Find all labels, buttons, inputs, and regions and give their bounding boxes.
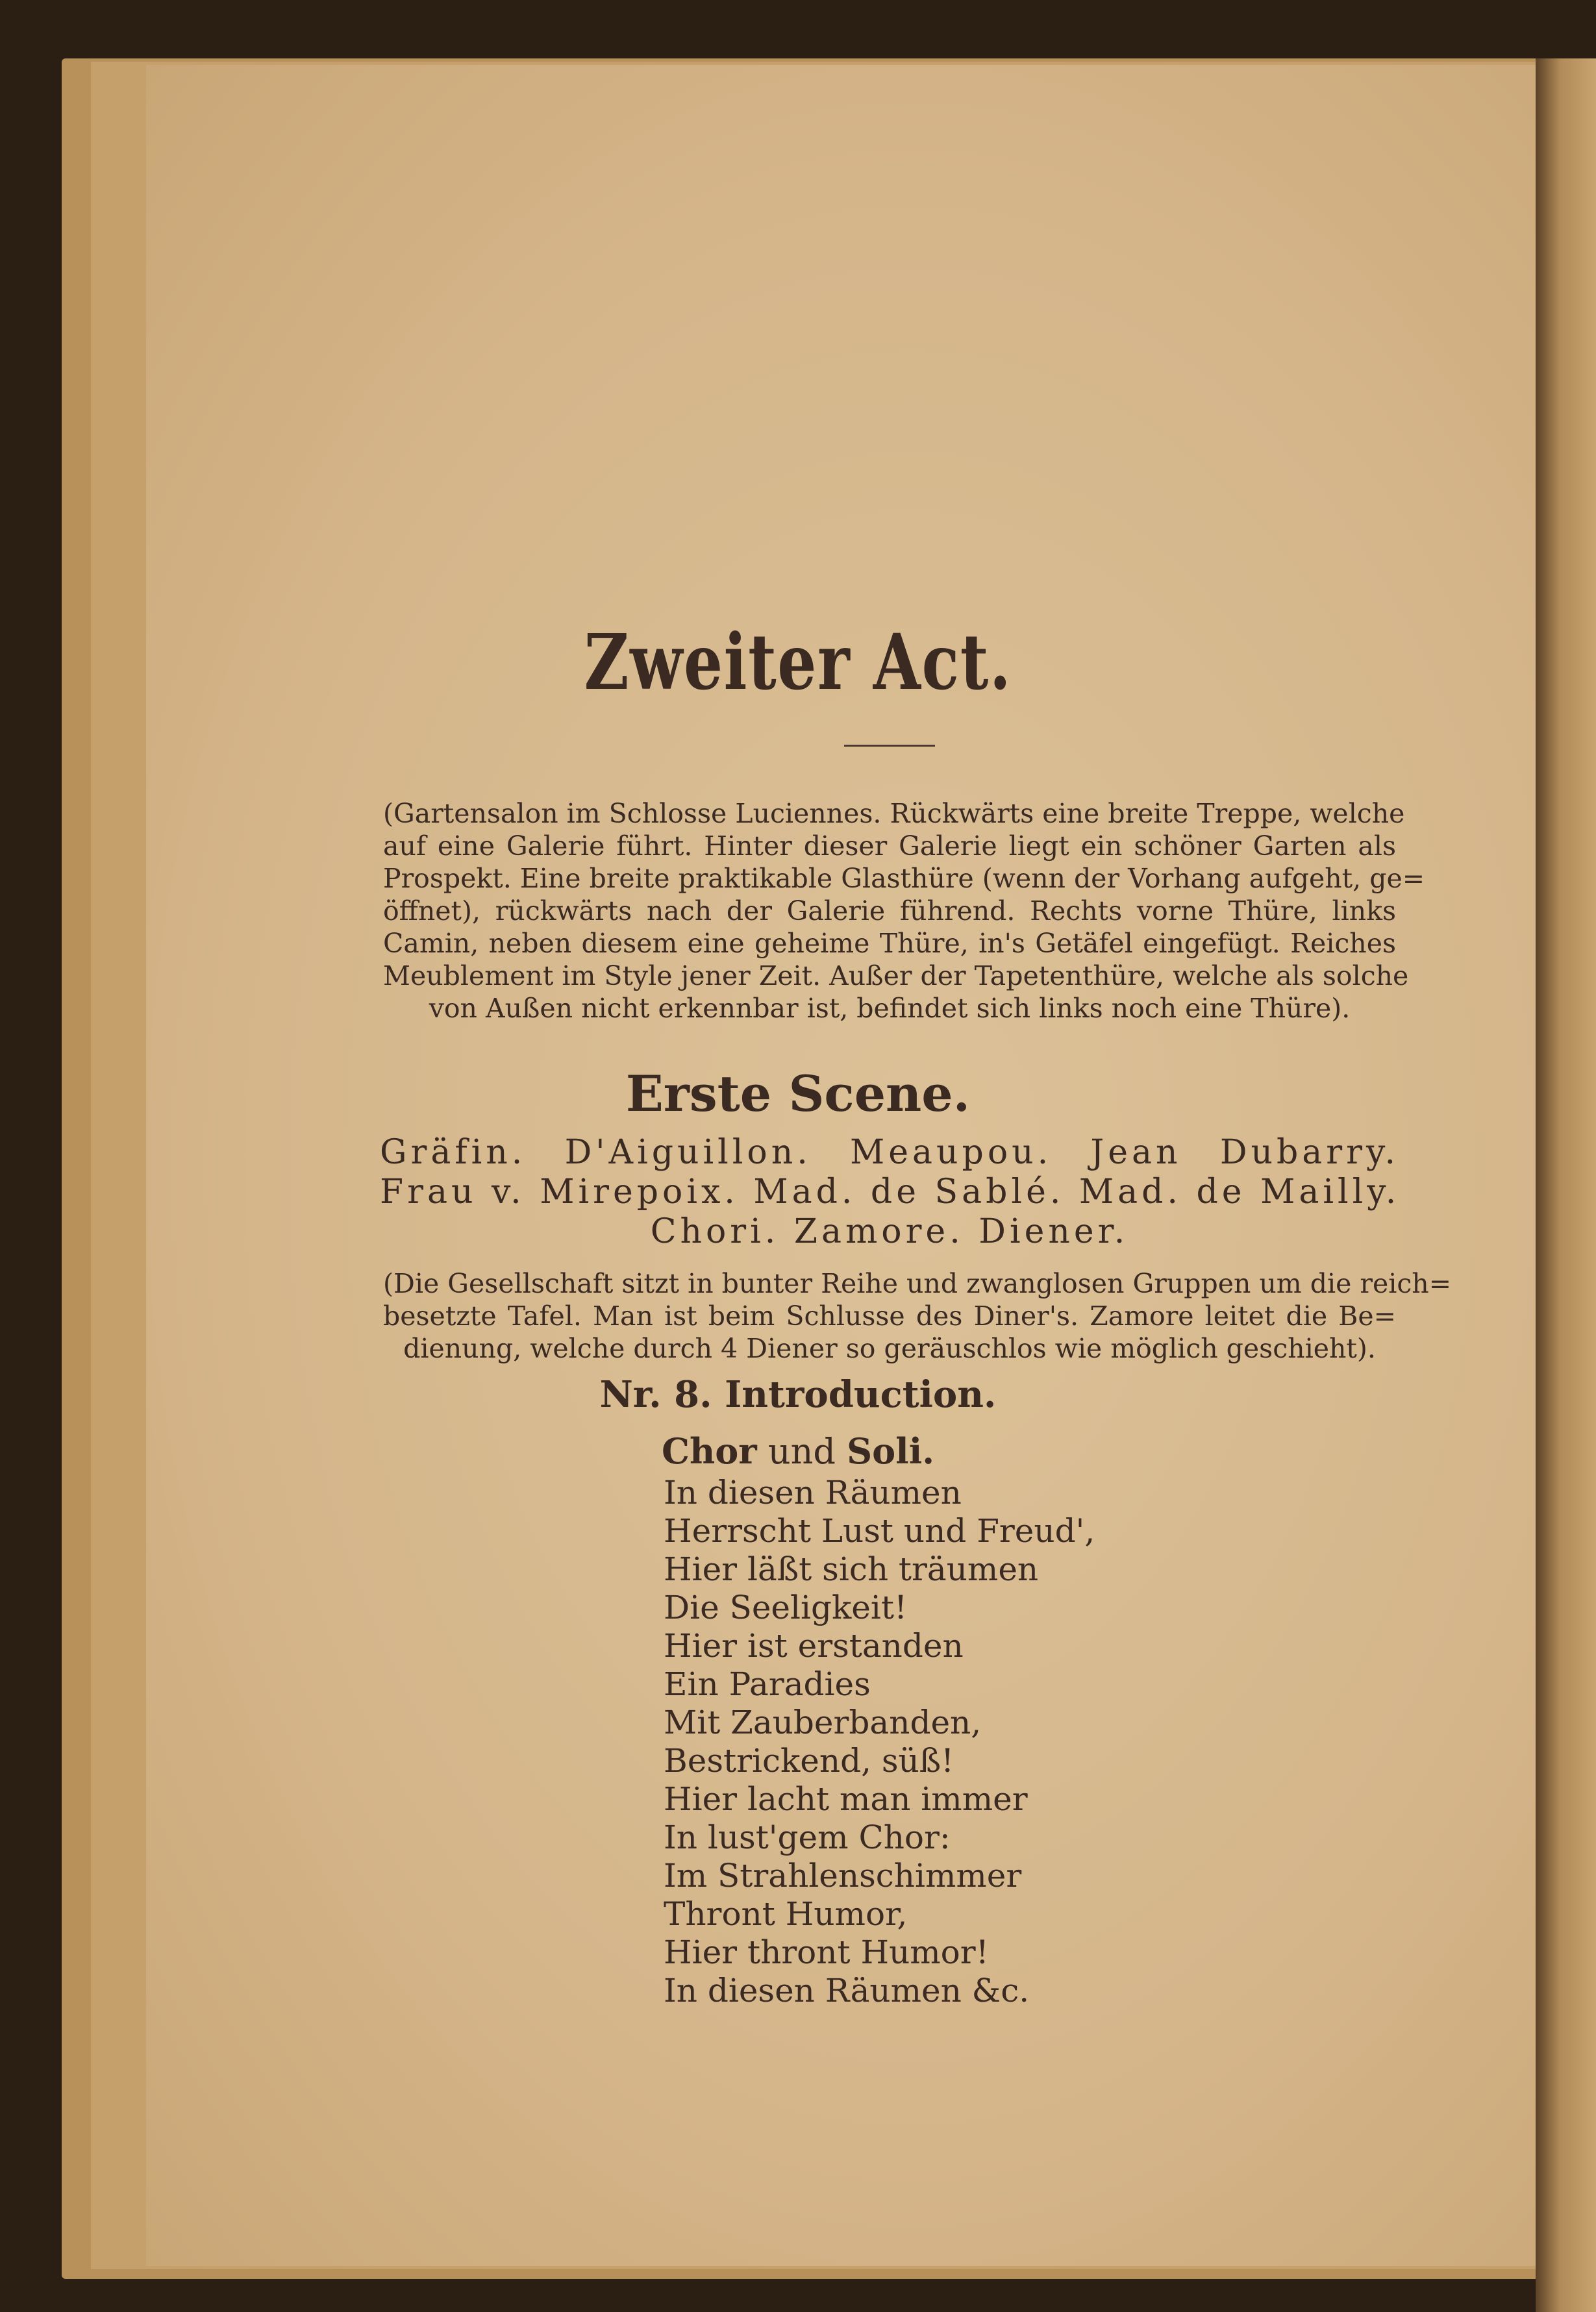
text-line: besetzte Tafel. Man ist beim Schlusse des Diner's. Zamore leitet die Be= [383, 1300, 1396, 1332]
verse-line: Thront Humor, [664, 1895, 908, 1933]
book-gutter [1536, 58, 1596, 2312]
verse-line: Bestrickend, süß! [664, 1742, 954, 1780]
verse-line: Ein Paradies [664, 1665, 871, 1703]
verse-line: Die Seeligkeit! [664, 1589, 908, 1626]
number-title: Nr. 8. Introduction. [599, 1373, 997, 1416]
text-line: Prospekt. Eine breite praktikable Glasthüre (wenn der Vorhang aufgeht, ge= [383, 863, 1425, 894]
chor-label: Chor [661, 1430, 757, 1472]
verse-line: In diesen Räumen [664, 1474, 962, 1511]
verse-line: Herrscht Lust und Freud', [664, 1512, 1095, 1550]
character-line: Frau v. Mirepoix. Mad. de Sablé. Mad. de Mailly. [380, 1173, 1401, 1212]
character-line: Gräfin. D'Aiguillon. Meaupou. Jean Dubarry. [380, 1133, 1399, 1172]
verse-line: In lust'gem Chor: [664, 1819, 951, 1856]
text-line: auf eine Galerie führt. Hinter dieser Galerie liegt ein schöner Garten als [383, 830, 1396, 862]
act-title: Zweiter Act. [584, 617, 1012, 707]
character-line: Chori. Zamore. Diener. [650, 1212, 1129, 1251]
title-divider [844, 745, 935, 747]
text-line: (Die Gesellschaft sitzt in bunter Reihe und zwanglosen Gruppen um die reich= [383, 1268, 1452, 1299]
text-line: von Außen nicht erkennbar ist, befindet sich links noch eine Thüre). [429, 993, 1351, 1024]
stage-direction-setting [383, 797, 1425, 1025]
character-list [380, 1133, 1399, 1252]
text-line: dienung, welche durch 4 Diener so geräuschlos wie möglich geschieht). [403, 1333, 1376, 1364]
verse-line: Hier lacht man immer [664, 1780, 1028, 1818]
chorus-heading [0, 1430, 1596, 1472]
text-line: (Gartensalon im Schlosse Luciennes. Rückwärts eine breite Treppe, welche [383, 798, 1405, 829]
verse-line: Hier thront Humor! [664, 1933, 989, 1971]
verse-line: In diesen Räumen &c. [664, 1972, 1030, 2009]
und-label: und [767, 1431, 836, 1472]
verse-line: Im Strahlenschimmer [664, 1857, 1022, 1895]
scene-title: Erste Scene. [625, 1065, 971, 1123]
text-line: öffnet), rückwärts nach der Galerie führend. Rechts vorne Thüre, links [383, 895, 1396, 926]
verse-line: Mit Zauberbanden, [664, 1704, 982, 1741]
verse-line: Hier ist erstanden [664, 1627, 964, 1665]
stage-direction-table [383, 1267, 1452, 1365]
verse-block [664, 1474, 1095, 2010]
text-line: Meublement im Style jener Zeit. Außer der Tapetenthüre, welche als solche [383, 960, 1409, 991]
verse-line: Hier läßt sich träumen [664, 1550, 1039, 1588]
text-line: Camin, neben diesem eine geheime Thüre, in's Getäfel eingefügt. Reiches [383, 928, 1396, 959]
soli-label: Soli. [847, 1430, 935, 1472]
